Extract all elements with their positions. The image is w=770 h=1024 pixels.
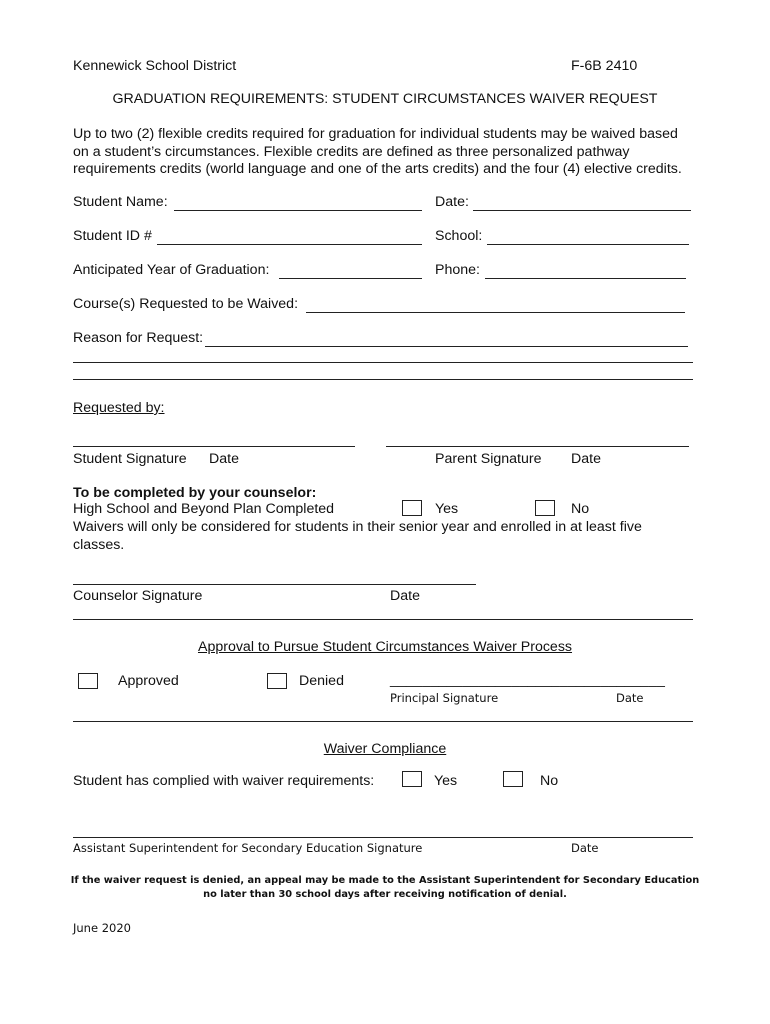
- parent-signature-line[interactable]: [386, 446, 689, 447]
- counselor-heading: To be completed by your counselor:: [73, 485, 317, 501]
- compliance-yes-checkbox[interactable]: [402, 771, 422, 787]
- district-name: Kennewick School District: [73, 58, 237, 74]
- counselor-note-continued: classes.: [73, 537, 125, 553]
- compliance-no-label: No: [540, 773, 559, 789]
- plan-yes-checkbox[interactable]: [402, 500, 422, 516]
- compliance-yes-label: Yes: [434, 773, 458, 789]
- phone-label: Phone:: [435, 262, 480, 278]
- plan-yes-label: Yes: [435, 501, 459, 517]
- approval-heading: Approval to Pursue Student Circumstances Waiver Process: [197, 639, 573, 655]
- student-id-label: Student ID #: [73, 228, 152, 244]
- principal-date-label: Date: [616, 691, 644, 705]
- counselor-signature-line[interactable]: [73, 584, 476, 585]
- reason-field-line[interactable]: [73, 379, 693, 380]
- intro-paragraph: [73, 126, 703, 179]
- plan-completed-label: High School and Beyond Plan Completed: [73, 501, 335, 517]
- plan-no-checkbox[interactable]: [535, 500, 555, 516]
- revision-date: June 2020: [73, 921, 131, 935]
- student-id-field[interactable]: [157, 244, 422, 245]
- compliance-statement: Student has complied with waiver requirements:: [73, 773, 375, 789]
- superintendent-signature-label: Assistant Superintendent for Secondary Education Signature: [73, 841, 423, 855]
- reason-field-line[interactable]: [73, 362, 693, 363]
- date-field[interactable]: [473, 210, 691, 211]
- student-name-label: Student Name:: [73, 194, 168, 210]
- parent-signature-label: Parent Signature: [435, 451, 542, 467]
- section-divider: [73, 721, 693, 722]
- form-code: F-6B 2410: [571, 58, 638, 74]
- appeal-note-continued: no later than 30 school days after receiving notification of denial.: [203, 889, 567, 900]
- form-title: GRADUATION REQUIREMENTS: STUDENT CIRCUMSTANCES WAIVER REQUEST: [112, 91, 658, 107]
- approved-checkbox[interactable]: [78, 673, 98, 689]
- intro-line: Up to two (2) flexible credits required for graduation for individual students may be waived based: [73, 126, 678, 142]
- counselor-date-label: Date: [390, 588, 420, 604]
- intro-line: requirements credits (world language and one of the arts credits) and the four (4) elective credits.: [73, 161, 682, 177]
- reason-field[interactable]: [205, 346, 688, 347]
- student-signature-line[interactable]: [73, 446, 355, 447]
- approved-label: Approved: [118, 673, 179, 689]
- intro-line: on a student’s circumstances. Flexible credits are defined as three personalized pathway: [73, 143, 630, 160]
- school-field[interactable]: [487, 244, 689, 245]
- student-name-field[interactable]: [174, 210, 422, 211]
- superintendent-signature-line[interactable]: [73, 837, 693, 838]
- counselor-signature-label: Counselor Signature: [73, 588, 203, 604]
- compliance-heading: Waiver Compliance: [323, 741, 447, 757]
- student-date-label: Date: [209, 451, 239, 467]
- counselor-note: Waivers will only be considered for students in their senior year and enrolled in at least five: [73, 519, 642, 535]
- denied-checkbox[interactable]: [267, 673, 287, 689]
- school-label: School:: [435, 228, 483, 244]
- courses-field[interactable]: [306, 312, 685, 313]
- requested-by-heading: Requested by:: [73, 400, 165, 416]
- graduation-year-label: Anticipated Year of Graduation:: [73, 262, 270, 278]
- graduation-year-field[interactable]: [279, 278, 422, 279]
- compliance-no-checkbox[interactable]: [503, 771, 523, 787]
- courses-label: Course(s) Requested to be Waived:: [73, 296, 299, 312]
- principal-signature-line[interactable]: __________________________________: [390, 672, 666, 688]
- plan-no-label: No: [571, 501, 590, 517]
- principal-signature-label: Principal Signature: [390, 691, 499, 705]
- parent-date-label: Date: [571, 451, 601, 467]
- phone-field[interactable]: [485, 278, 686, 279]
- appeal-note: If the waiver request is denied, an appeal may be made to the Assistant Superintendent for Secondary Education: [70, 875, 700, 886]
- date-label: Date:: [435, 194, 469, 210]
- section-divider: [73, 619, 693, 620]
- student-signature-label: Student Signature: [73, 451, 187, 467]
- reason-label: Reason for Request:: [73, 330, 204, 346]
- superintendent-date-label: Date: [571, 841, 599, 855]
- denied-label: Denied: [299, 673, 344, 689]
